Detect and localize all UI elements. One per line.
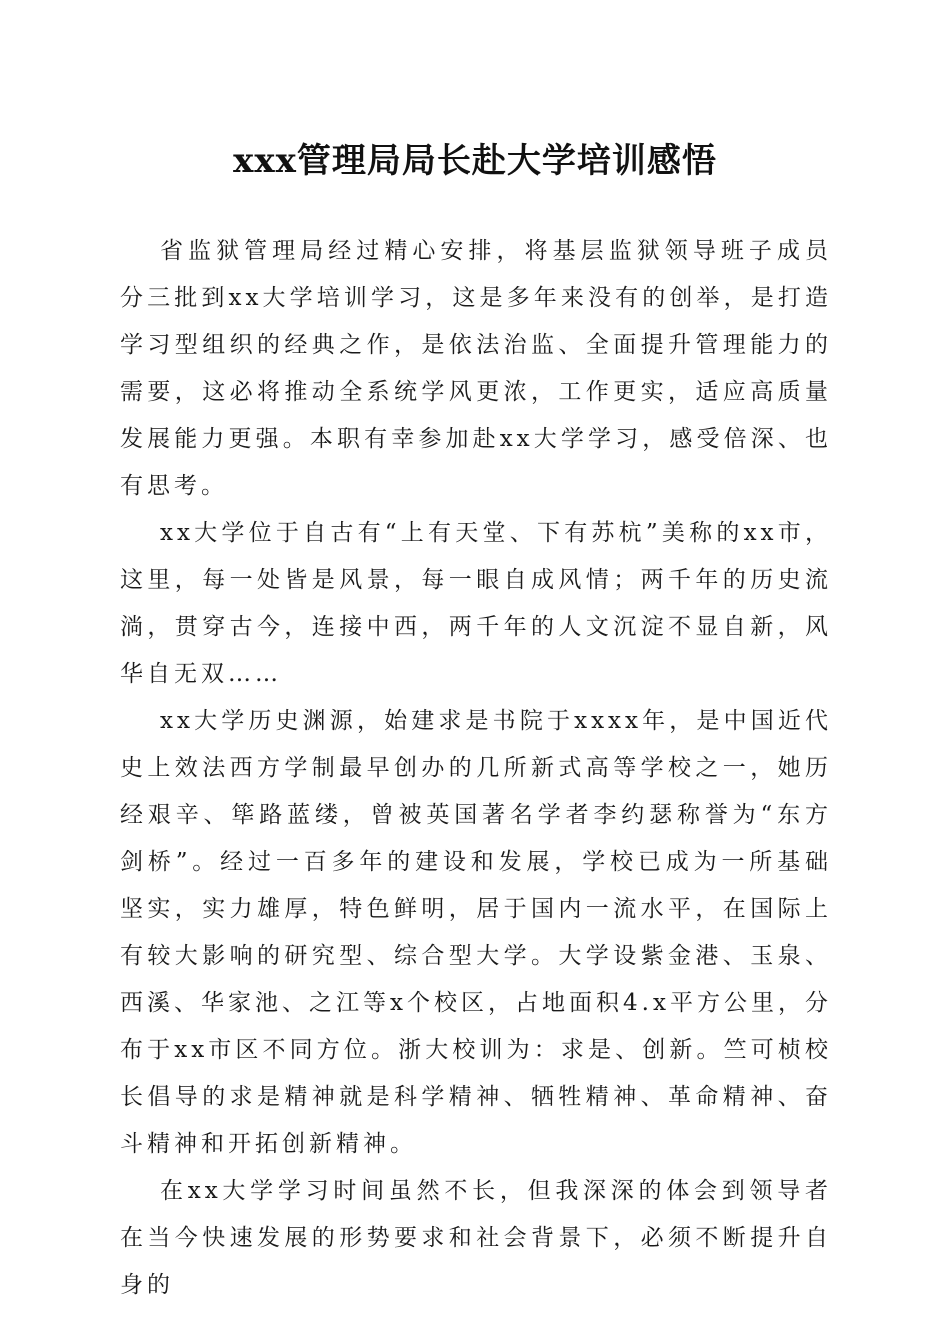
paragraph: 在xx大学学习时间虽然不长，但我深深的体会到领导者在当今快速发展的形势要求和社会背景下，必须不断提升自身的 [120,1178,832,1298]
document-body [120,228,832,1309]
document-title: xxx管理局局长赴大学培训感悟 [233,141,717,181]
paragraph: xx大学历史渊源，始建求是书院于xxxx年，是中国近代史上效法西方学制最早创办的几所新式高等学校之一，她历经艰辛、筚路蓝缕，曾被英国著名学者李约瑟称誉为“东方剑桥”。经过一百多年的建设和发展，学校已成为一所基础坚实，实力雄厚，特色鲜明，居于国内一流水平，在国际上有较大影响的研究型、综合型大学。大学设紫金港、玉泉、西溪、华家池、之江等x个校区，占地面积4.x平方公里，分布于xx市区不同方位。浙大校训为：求是、创新。竺可桢校长倡导的求是精神就是科学精神、牺牲精神、革命精神、奋斗精神和开拓创新精神。 [120,708,832,1157]
paragraph: xx大学位于自古有“上有天堂、下有苏杭”美称的xx市，这里，每一处皆是风景，每一眼自成风情；两千年的历史流淌，贯穿古今，连接中西，两千年的人文沉淀不显自新，风华自无双…… [120,520,832,687]
paragraph: 省监狱管理局经过精心安排，将基层监狱领导班子成员分三批到xx大学培训学习，这是多年来没有的创举，是打造学习型组织的经典之作，是依法治监、全面提升管理能力的需要，这必将推动全系统学风更浓，工作更实，适应高质量发展能力更强。本职有幸参加赴xx大学学习，感受倍深、也有思考。 [120,238,832,499]
